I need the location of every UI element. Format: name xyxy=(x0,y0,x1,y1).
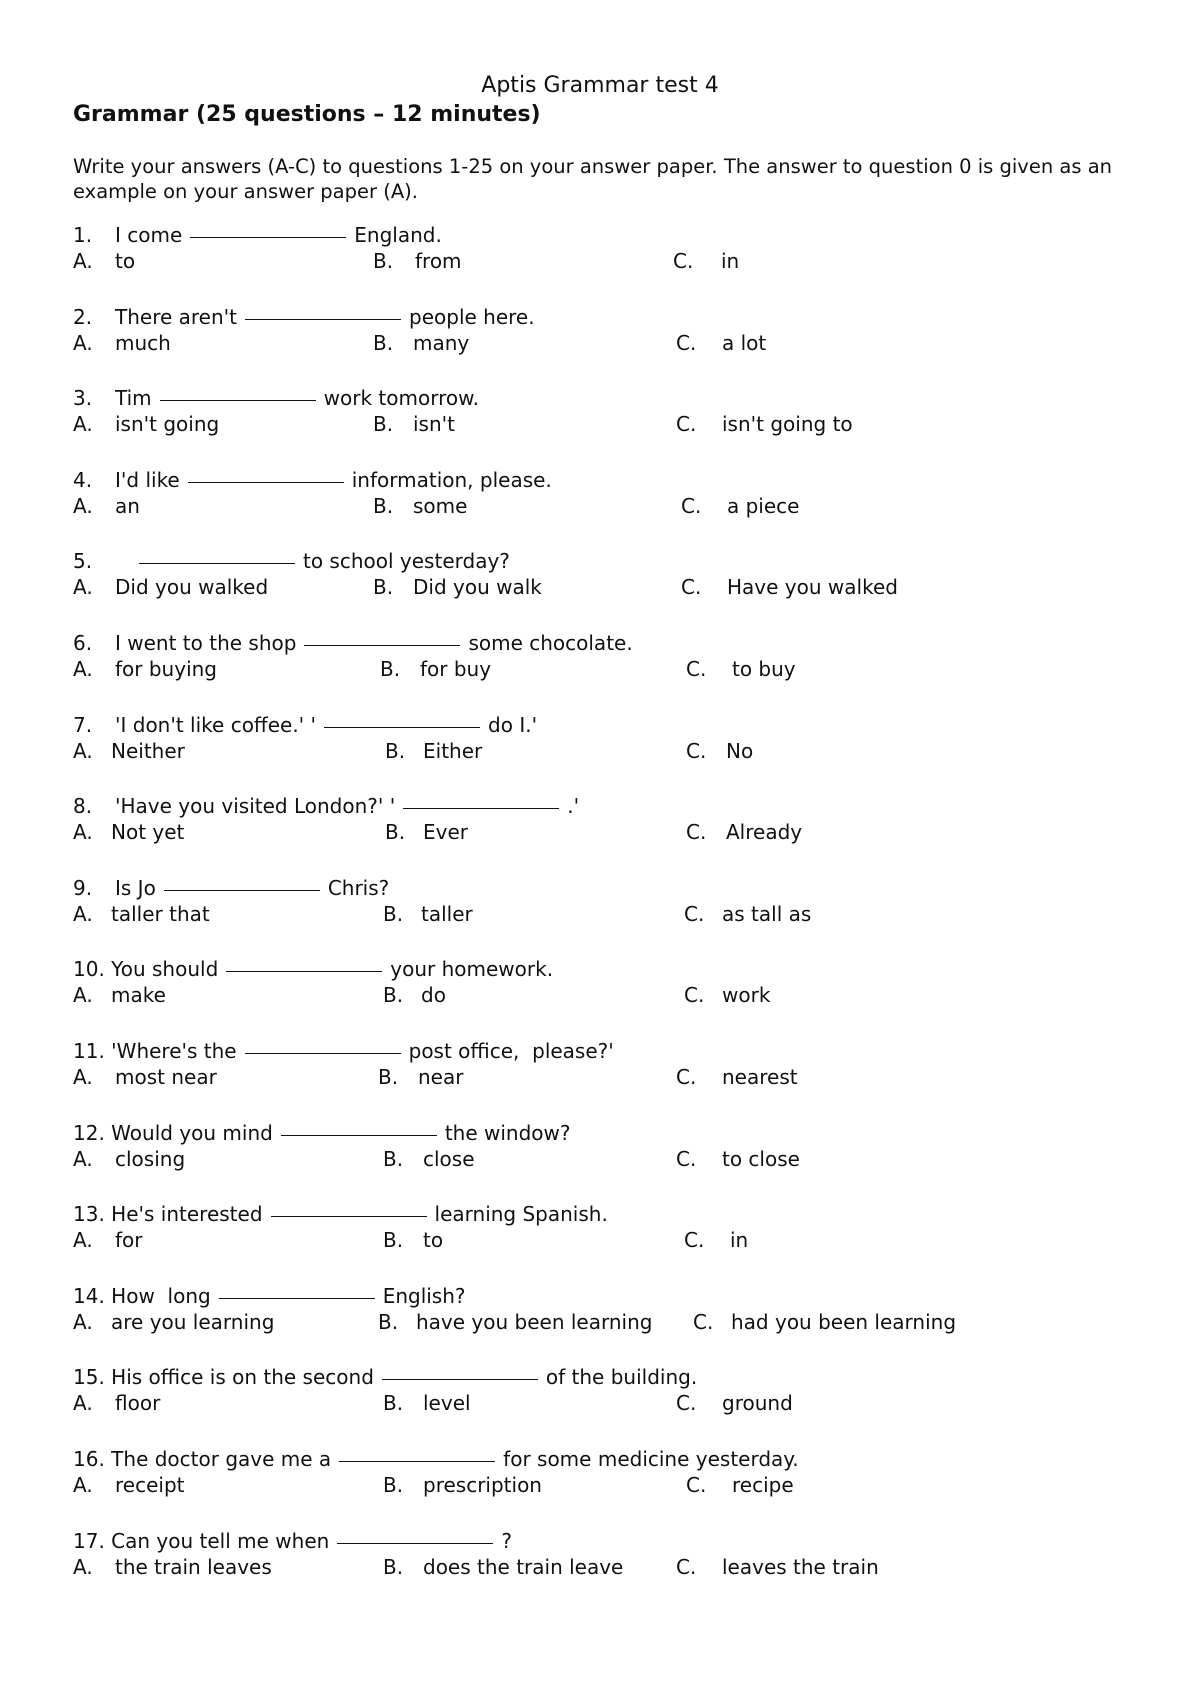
answer-options xyxy=(73,1472,1153,1500)
option-text: to xyxy=(423,1228,444,1252)
question-6 xyxy=(73,630,1153,686)
option-letter: B. xyxy=(385,820,406,844)
option-c xyxy=(673,248,739,274)
option-text: for xyxy=(115,1228,143,1252)
option-text: for buy xyxy=(420,657,492,681)
question-9 xyxy=(73,875,1153,931)
option-letter: C. xyxy=(684,902,705,926)
option-text: isn't xyxy=(413,412,455,436)
option-letter: A. xyxy=(73,494,93,518)
option-text: from xyxy=(415,249,462,273)
option-letter: C. xyxy=(676,1065,697,1089)
question-stem xyxy=(73,712,537,738)
option-text: Either xyxy=(423,739,483,763)
question-stem xyxy=(73,956,553,982)
stem-after-blank: work tomorrow. xyxy=(323,386,479,410)
option-letter: A. xyxy=(73,1555,93,1579)
question-15 xyxy=(73,1364,1153,1420)
question-number: 9. xyxy=(73,876,93,900)
option-text: Neither xyxy=(111,739,185,763)
option-text: floor xyxy=(115,1391,161,1415)
option-letter: B. xyxy=(373,249,394,273)
question-text xyxy=(73,1283,466,1309)
option-c xyxy=(676,1554,879,1580)
option-text: leaves the train xyxy=(722,1555,879,1579)
answer-options xyxy=(73,1554,1153,1582)
option-letter: A. xyxy=(73,1228,93,1252)
stem-after-blank: England. xyxy=(354,223,442,247)
option-b xyxy=(373,248,462,274)
option-a xyxy=(73,1146,185,1172)
option-a xyxy=(73,1309,274,1335)
option-letter: B. xyxy=(383,1228,404,1252)
option-b xyxy=(383,1554,623,1580)
option-a xyxy=(73,574,268,600)
option-c xyxy=(684,982,770,1008)
option-letter: B. xyxy=(373,575,394,599)
option-text: to xyxy=(115,249,136,273)
question-3 xyxy=(73,385,1153,441)
option-letter: A. xyxy=(73,1147,93,1171)
question-number: 1. xyxy=(73,223,93,247)
question-text xyxy=(73,1364,697,1390)
question-11 xyxy=(73,1038,1153,1094)
option-text: near xyxy=(418,1065,464,1089)
stem-after-blank: of the building. xyxy=(545,1365,698,1389)
option-letter: C. xyxy=(676,412,697,436)
stem-after-blank: .' xyxy=(567,794,580,818)
stem-before-blank: How long xyxy=(111,1284,211,1308)
stem-after-blank: post office, please?' xyxy=(408,1039,614,1063)
question-stem xyxy=(73,385,479,411)
question-text xyxy=(73,1120,571,1146)
option-b xyxy=(373,411,455,437)
question-stem xyxy=(73,1364,697,1390)
option-letter: B. xyxy=(373,412,394,436)
answer-blank xyxy=(403,808,559,809)
answer-blank xyxy=(271,1216,427,1217)
answer-options xyxy=(73,1064,1153,1092)
instructions-paragraph: Write your answers (A-C) to questions 1-25 on your answer paper. The answer to question 0 is given as an example on your answer paper (A). xyxy=(73,155,1113,203)
option-text: much xyxy=(115,331,171,355)
option-text: are you learning xyxy=(111,1310,275,1334)
option-b xyxy=(373,493,467,519)
option-letter: A. xyxy=(73,412,93,436)
question-number: 3. xyxy=(73,386,93,410)
option-letter: C. xyxy=(673,249,694,273)
option-c xyxy=(676,1064,798,1090)
option-text: make xyxy=(111,983,166,1007)
question-stem xyxy=(73,222,442,248)
option-text: recipe xyxy=(732,1473,794,1497)
option-letter: C. xyxy=(686,657,707,681)
answer-options xyxy=(73,901,1153,929)
stem-before-blank: Is Jo xyxy=(115,876,156,900)
question-number: 13. xyxy=(73,1202,105,1226)
option-b xyxy=(383,1227,443,1253)
question-number: 7. xyxy=(73,713,93,737)
option-text: ground xyxy=(722,1391,793,1415)
option-letter: C. xyxy=(693,1310,714,1334)
stem-after-blank: the window? xyxy=(444,1121,571,1145)
option-letter: A. xyxy=(73,1065,93,1089)
option-b xyxy=(373,574,542,600)
option-text: to buy xyxy=(732,657,796,681)
stem-before-blank: I went to the shop xyxy=(115,631,297,655)
answer-options xyxy=(73,248,1153,276)
option-c xyxy=(686,738,753,764)
stem-after-blank: people here. xyxy=(409,305,535,329)
option-letter: B. xyxy=(373,331,394,355)
question-1 xyxy=(73,222,1153,278)
stem-before-blank: I come xyxy=(115,223,183,247)
option-text: does the train leave xyxy=(423,1555,624,1579)
option-a xyxy=(73,738,185,764)
option-text: in xyxy=(730,1228,749,1252)
option-letter: C. xyxy=(686,820,707,844)
question-text xyxy=(73,548,510,574)
option-a xyxy=(73,1390,160,1416)
option-letter: B. xyxy=(383,1555,404,1579)
question-2 xyxy=(73,304,1153,360)
option-letter: C. xyxy=(681,575,702,599)
option-text: level xyxy=(423,1391,471,1415)
answer-blank xyxy=(324,727,480,728)
question-number: 10. xyxy=(73,957,105,981)
answer-options xyxy=(73,1146,1153,1174)
option-text: Ever xyxy=(423,820,468,844)
option-letter: A. xyxy=(73,1310,93,1334)
option-b xyxy=(383,901,473,927)
option-b xyxy=(373,330,469,356)
option-text: to close xyxy=(722,1147,800,1171)
stem-after-blank: to school yesterday? xyxy=(303,549,510,573)
question-17 xyxy=(73,1528,1153,1584)
option-text: many xyxy=(413,331,470,355)
option-letter: B. xyxy=(378,1065,399,1089)
stem-before-blank: Tim xyxy=(115,386,152,410)
stem-before-blank: The doctor gave me a xyxy=(111,1447,332,1471)
stem-before-blank: 'Have you visited London?' ' xyxy=(115,794,396,818)
option-text: receipt xyxy=(115,1473,185,1497)
answer-blank xyxy=(382,1379,538,1380)
option-a xyxy=(73,901,210,927)
answer-blank xyxy=(245,319,401,320)
option-letter: A. xyxy=(73,249,93,273)
option-a xyxy=(73,1064,217,1090)
answer-blank xyxy=(219,1298,375,1299)
answer-options xyxy=(73,656,1153,684)
option-text: some xyxy=(413,494,468,518)
option-b xyxy=(383,1472,542,1498)
option-letter: B. xyxy=(383,983,404,1007)
option-text: a lot xyxy=(722,331,767,355)
answer-blank xyxy=(337,1543,493,1544)
answer-blank xyxy=(281,1135,437,1136)
option-a xyxy=(73,330,171,356)
option-letter: A. xyxy=(73,657,93,681)
option-c xyxy=(693,1309,956,1335)
answer-options xyxy=(73,1227,1153,1255)
question-number: 11. xyxy=(73,1039,105,1063)
question-number: 15. xyxy=(73,1365,105,1389)
option-b xyxy=(383,1390,471,1416)
option-letter: A. xyxy=(73,1391,93,1415)
option-letter: B. xyxy=(383,1391,404,1415)
option-text: close xyxy=(423,1147,475,1171)
answer-options xyxy=(73,411,1153,439)
option-b xyxy=(385,738,482,764)
section-heading: Grammar (25 questions – 12 minutes) xyxy=(73,102,541,127)
answer-options xyxy=(73,330,1153,358)
option-letter: B. xyxy=(385,739,406,763)
answer-blank xyxy=(245,1053,401,1054)
question-text xyxy=(73,875,389,901)
option-letter: A. xyxy=(73,1473,93,1497)
answer-options xyxy=(73,1390,1153,1418)
question-14 xyxy=(73,1283,1153,1339)
answer-blank xyxy=(226,971,382,972)
option-a xyxy=(73,1472,184,1498)
question-stem xyxy=(73,1120,571,1146)
answer-options xyxy=(73,738,1153,766)
option-letter: B. xyxy=(378,1310,399,1334)
option-text: prescription xyxy=(423,1473,542,1497)
option-letter: C. xyxy=(676,1147,697,1171)
question-stem xyxy=(73,1201,608,1227)
stem-before-blank: 'I don't like coffee.' ' xyxy=(115,713,317,737)
question-13 xyxy=(73,1201,1153,1257)
question-text xyxy=(73,467,552,493)
stem-after-blank: your homework. xyxy=(390,957,554,981)
option-b xyxy=(378,1064,463,1090)
question-number: 17. xyxy=(73,1529,105,1553)
option-text: nearest xyxy=(722,1065,798,1089)
option-letter: C. xyxy=(676,331,697,355)
option-c xyxy=(676,1146,800,1172)
option-a xyxy=(73,656,217,682)
question-number: 8. xyxy=(73,794,93,818)
question-4 xyxy=(73,467,1153,523)
question-stem xyxy=(73,1038,614,1064)
option-c xyxy=(681,574,898,600)
option-letter: C. xyxy=(686,1473,707,1497)
option-text: a piece xyxy=(727,494,800,518)
question-text xyxy=(73,793,579,819)
option-letter: A. xyxy=(73,902,93,926)
option-b xyxy=(383,982,446,1008)
answer-options xyxy=(73,819,1153,847)
question-number: 12. xyxy=(73,1121,105,1145)
stem-after-blank: some chocolate. xyxy=(468,631,633,655)
option-text: work xyxy=(722,983,771,1007)
option-text: Did you walked xyxy=(115,575,269,599)
option-text: taller that xyxy=(111,902,210,926)
option-letter: B. xyxy=(380,657,401,681)
stem-before-blank: Can you tell me when xyxy=(111,1529,330,1553)
stem-before-blank: There aren't xyxy=(115,305,238,329)
option-c xyxy=(676,1390,793,1416)
question-text xyxy=(73,1528,512,1554)
answer-blank xyxy=(339,1461,495,1462)
option-a xyxy=(73,411,219,437)
question-16 xyxy=(73,1446,1153,1502)
question-stem xyxy=(73,304,535,330)
option-text: in xyxy=(721,249,740,273)
question-stem xyxy=(73,875,389,901)
option-letter: A. xyxy=(73,739,93,763)
option-a xyxy=(73,248,135,274)
option-letter: C. xyxy=(681,494,702,518)
stem-after-blank: ? xyxy=(501,1529,512,1553)
question-number: 5. xyxy=(73,549,93,573)
option-b xyxy=(385,819,468,845)
stem-after-blank: English? xyxy=(382,1284,466,1308)
option-c xyxy=(686,819,802,845)
option-letter: B. xyxy=(383,1473,404,1497)
option-text: closing xyxy=(115,1147,186,1171)
stem-before-blank: His office is on the second xyxy=(111,1365,374,1389)
question-8 xyxy=(73,793,1153,849)
option-text: Already xyxy=(726,820,803,844)
question-stem xyxy=(73,1283,466,1309)
option-text: an xyxy=(115,494,140,518)
option-text: as tall as xyxy=(722,902,812,926)
stem-before-blank: I'd like xyxy=(115,468,180,492)
question-stem xyxy=(73,1528,512,1554)
answer-options xyxy=(73,982,1153,1010)
answer-blank xyxy=(139,563,295,564)
option-c xyxy=(676,330,766,356)
option-text: do xyxy=(421,983,446,1007)
option-c xyxy=(676,411,853,437)
option-letter: B. xyxy=(383,902,404,926)
question-stem xyxy=(73,793,579,819)
stem-after-blank: information, please. xyxy=(351,468,552,492)
option-letter: B. xyxy=(383,1147,404,1171)
question-text xyxy=(73,1201,608,1227)
option-a xyxy=(73,1227,143,1253)
option-a xyxy=(73,982,166,1008)
question-text xyxy=(73,304,535,330)
answer-blank xyxy=(164,890,320,891)
option-text: Did you walk xyxy=(413,575,542,599)
option-c xyxy=(686,1472,794,1498)
option-c xyxy=(686,656,796,682)
option-text: taller xyxy=(421,902,473,926)
stem-before-blank: 'Where's the xyxy=(111,1039,237,1063)
stem-before-blank: You should xyxy=(111,957,219,981)
option-letter: B. xyxy=(373,494,394,518)
option-text: had you been learning xyxy=(731,1310,957,1334)
question-stem xyxy=(73,548,510,574)
question-stem xyxy=(73,467,552,493)
answer-blank xyxy=(190,237,346,238)
answer-options xyxy=(73,574,1153,602)
option-text: the train leaves xyxy=(115,1555,272,1579)
document-title: Aptis Grammar test 4 xyxy=(481,73,719,98)
question-stem xyxy=(73,1446,799,1472)
option-letter: C. xyxy=(676,1555,697,1579)
option-c xyxy=(684,1227,748,1253)
question-number: 14. xyxy=(73,1284,105,1308)
question-text xyxy=(73,956,553,982)
question-12 xyxy=(73,1120,1153,1176)
option-text: most near xyxy=(115,1065,217,1089)
option-letter: C. xyxy=(686,739,707,763)
option-letter: A. xyxy=(73,983,93,1007)
option-letter: A. xyxy=(73,575,93,599)
stem-after-blank: learning Spanish. xyxy=(434,1202,608,1226)
option-a xyxy=(73,493,140,519)
question-text xyxy=(73,712,537,738)
option-text: for buying xyxy=(115,657,217,681)
answer-blank xyxy=(304,645,460,646)
option-c xyxy=(681,493,799,519)
option-letter: A. xyxy=(73,820,93,844)
option-text: isn't going xyxy=(115,412,220,436)
question-stem xyxy=(73,630,633,656)
option-letter: C. xyxy=(684,1228,705,1252)
option-a xyxy=(73,1554,272,1580)
option-c xyxy=(684,901,811,927)
answer-options xyxy=(73,493,1153,521)
question-5 xyxy=(73,548,1153,604)
question-text xyxy=(73,385,479,411)
question-text xyxy=(73,222,442,248)
stem-after-blank: do I.' xyxy=(488,713,538,737)
question-number: 4. xyxy=(73,468,93,492)
stem-after-blank: for some medicine yesterday. xyxy=(503,1447,799,1471)
option-text: isn't going to xyxy=(722,412,853,436)
stem-after-blank: Chris? xyxy=(327,876,390,900)
option-b xyxy=(378,1309,652,1335)
option-letter: C. xyxy=(676,1391,697,1415)
question-text xyxy=(73,630,633,656)
option-text: No xyxy=(726,739,754,763)
option-text: Have you walked xyxy=(727,575,898,599)
question-text xyxy=(73,1446,799,1472)
question-number: 2. xyxy=(73,305,93,329)
answer-options xyxy=(73,1309,1153,1337)
question-number: 16. xyxy=(73,1447,105,1471)
question-7 xyxy=(73,712,1153,768)
option-letter: A. xyxy=(73,331,93,355)
option-text: Not yet xyxy=(111,820,185,844)
option-text: have you been learning xyxy=(416,1310,653,1334)
stem-before-blank: He's interested xyxy=(111,1202,263,1226)
question-text xyxy=(73,1038,614,1064)
question-number: 6. xyxy=(73,631,93,655)
question-10 xyxy=(73,956,1153,1012)
option-b xyxy=(380,656,491,682)
option-letter: C. xyxy=(684,983,705,1007)
option-b xyxy=(383,1146,475,1172)
stem-before-blank: Would you mind xyxy=(111,1121,273,1145)
option-a xyxy=(73,819,184,845)
answer-blank xyxy=(160,400,316,401)
answer-blank xyxy=(188,482,344,483)
